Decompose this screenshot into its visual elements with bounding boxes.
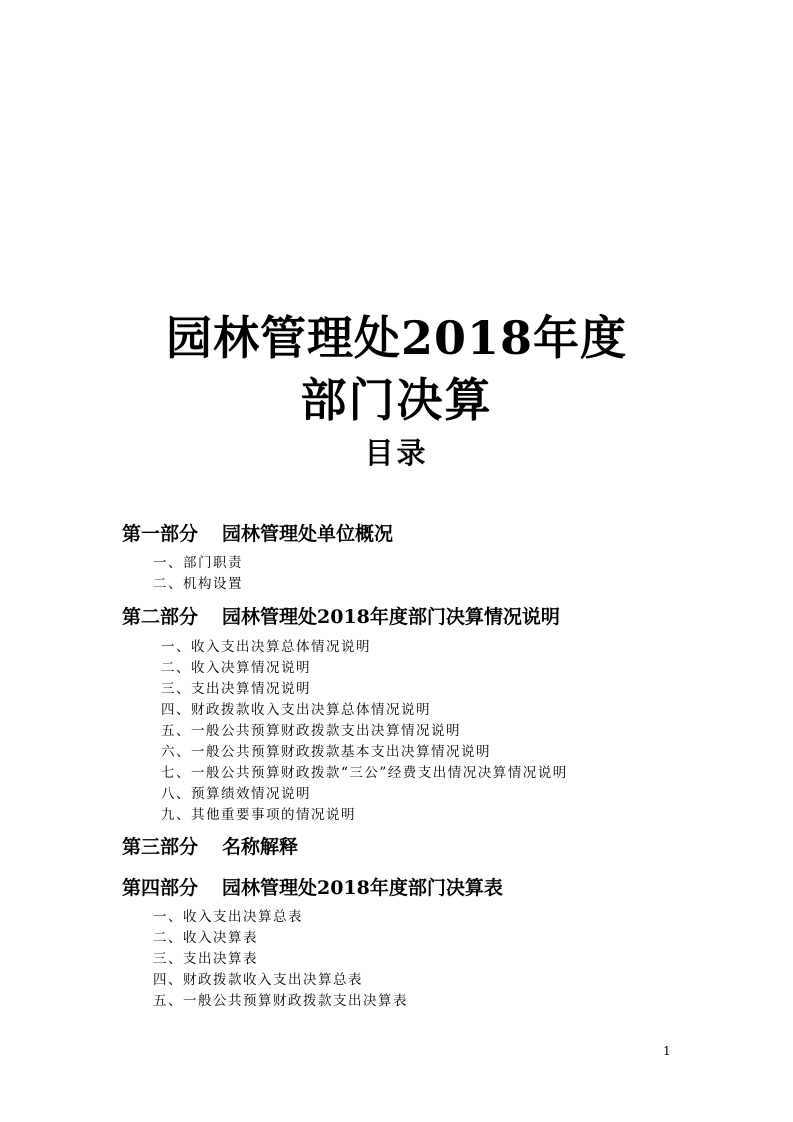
toc-part-4: [122, 875, 503, 901]
toc-item: 一、收入支出决算总体情况说明: [161, 639, 371, 655]
toc-item: 八、预算绩效情况说明: [161, 786, 311, 802]
toc-part-1: [122, 521, 393, 547]
toc-heading: 目录: [364, 436, 429, 470]
toc-item: 二、收入决算表: [153, 930, 258, 946]
toc-item: 九、其他重要事项的情况说明: [161, 807, 356, 823]
toc-item: 三、支出决算表: [153, 951, 258, 967]
toc-item: 六、一般公共预算财政拨款基本支出决算情况说明: [161, 744, 491, 760]
toc-item: 七、一般公共预算财政拨款“三公”经费支出情况决算情况说明: [161, 765, 568, 781]
toc-item: 一、收入支出决算总表: [153, 909, 303, 925]
toc-item: 三、支出决算情况说明: [161, 681, 311, 697]
part-label: 第一部分: [122, 523, 199, 545]
part-title: 园林管理处单位概况: [222, 523, 394, 545]
part-label: 第二部分: [122, 606, 199, 628]
toc-item: 四、财政拨款收入支出决算总表: [153, 972, 363, 988]
part-title: 名称解释: [222, 836, 299, 858]
toc-part-3: [122, 834, 298, 860]
toc-part-2: [122, 604, 560, 630]
part-title: 园林管理处2018年度部门决算表: [222, 877, 503, 899]
page-number: 1: [663, 1044, 671, 1058]
toc-item: 二、收入决算情况说明: [161, 660, 311, 676]
part-title: 园林管理处2018年度部门决算情况说明: [222, 606, 560, 628]
toc-item: 一、部门职责: [153, 555, 243, 571]
part-label: 第三部分: [122, 836, 199, 858]
toc-item: 四、财政拨款收入支出决算总体情况说明: [161, 702, 431, 718]
part-label: 第四部分: [122, 877, 199, 899]
toc-item: 二、机构设置: [153, 576, 243, 592]
document-title: 园林管理处2018年度: [165, 311, 628, 365]
document-subtitle: 部门决算: [300, 373, 493, 427]
toc-item: 五、一般公共预算财政拨款支出决算情况说明: [161, 723, 461, 739]
toc-item: 五、一般公共预算财政拨款支出决算表: [153, 993, 408, 1009]
